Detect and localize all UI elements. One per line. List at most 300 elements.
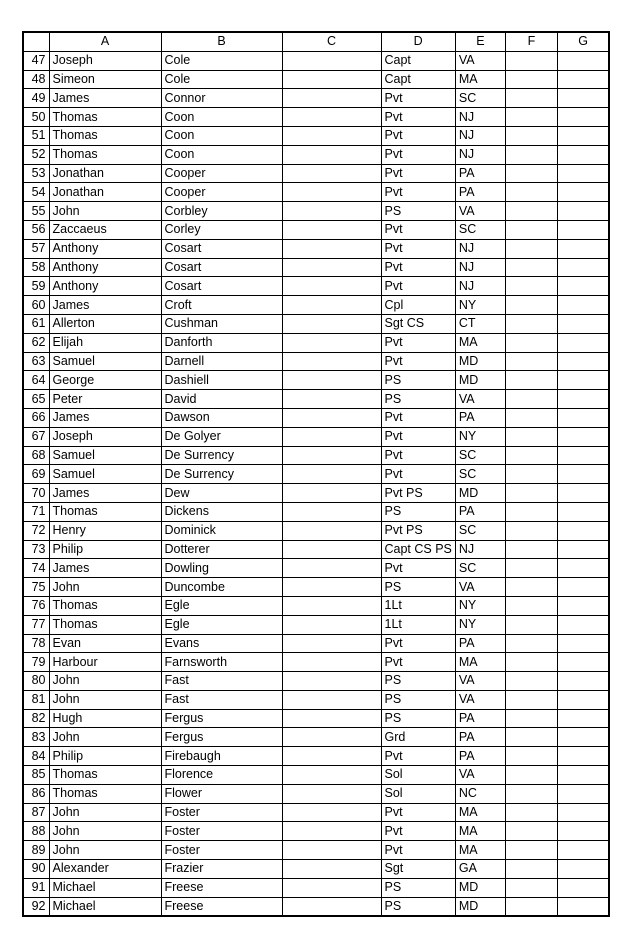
cell-f[interactable]: [505, 841, 557, 860]
cell-last-name[interactable]: Duncombe: [161, 578, 282, 597]
cell-state[interactable]: MD: [455, 897, 505, 916]
cell-f[interactable]: [505, 822, 557, 841]
row-number[interactable]: 77: [23, 615, 49, 634]
cell-rank[interactable]: Sol: [381, 766, 455, 785]
cell-c[interactable]: [282, 89, 381, 108]
cell-last-name[interactable]: Connor: [161, 89, 282, 108]
cell-f[interactable]: [505, 502, 557, 521]
row-number[interactable]: 49: [23, 89, 49, 108]
cell-last-name[interactable]: De Golyer: [161, 427, 282, 446]
row-number[interactable]: 73: [23, 540, 49, 559]
cell-state[interactable]: VA: [455, 51, 505, 70]
cell-rank[interactable]: Pvt: [381, 803, 455, 822]
row-number[interactable]: 88: [23, 822, 49, 841]
cell-f[interactable]: [505, 521, 557, 540]
cell-last-name[interactable]: Cole: [161, 70, 282, 89]
cell-rank[interactable]: Capt: [381, 51, 455, 70]
cell-c[interactable]: [282, 296, 381, 315]
cell-f[interactable]: [505, 220, 557, 239]
cell-first-name[interactable]: Jonathan: [49, 183, 161, 202]
cell-c[interactable]: [282, 465, 381, 484]
cell-c[interactable]: [282, 634, 381, 653]
cell-state[interactable]: MA: [455, 803, 505, 822]
cell-last-name[interactable]: Dashiell: [161, 371, 282, 390]
select-all-corner[interactable]: [23, 32, 49, 51]
row-number[interactable]: 80: [23, 672, 49, 691]
cell-g[interactable]: [557, 672, 609, 691]
cell-c[interactable]: [282, 314, 381, 333]
cell-c[interactable]: [282, 408, 381, 427]
row-number[interactable]: 63: [23, 352, 49, 371]
cell-c[interactable]: [282, 521, 381, 540]
cell-last-name[interactable]: Freese: [161, 897, 282, 916]
cell-first-name[interactable]: Thomas: [49, 145, 161, 164]
cell-last-name[interactable]: Fast: [161, 690, 282, 709]
cell-g[interactable]: [557, 559, 609, 578]
cell-first-name[interactable]: John: [49, 841, 161, 860]
cell-f[interactable]: [505, 728, 557, 747]
row-number[interactable]: 68: [23, 446, 49, 465]
row-number[interactable]: 50: [23, 108, 49, 127]
cell-f[interactable]: [505, 427, 557, 446]
cell-g[interactable]: [557, 878, 609, 897]
cell-first-name[interactable]: Samuel: [49, 446, 161, 465]
cell-rank[interactable]: PS: [381, 878, 455, 897]
cell-rank[interactable]: Pvt: [381, 108, 455, 127]
column-header-f[interactable]: F: [505, 32, 557, 51]
cell-rank[interactable]: Pvt: [381, 634, 455, 653]
cell-last-name[interactable]: Farnsworth: [161, 653, 282, 672]
cell-last-name[interactable]: Cosart: [161, 277, 282, 296]
cell-first-name[interactable]: John: [49, 690, 161, 709]
cell-rank[interactable]: Sol: [381, 784, 455, 803]
cell-first-name[interactable]: Anthony: [49, 239, 161, 258]
cell-f[interactable]: [505, 559, 557, 578]
cell-rank[interactable]: Sgt CS: [381, 314, 455, 333]
cell-rank[interactable]: Pvt: [381, 408, 455, 427]
cell-c[interactable]: [282, 559, 381, 578]
cell-c[interactable]: [282, 202, 381, 221]
cell-g[interactable]: [557, 766, 609, 785]
cell-state[interactable]: CT: [455, 314, 505, 333]
cell-g[interactable]: [557, 427, 609, 446]
cell-rank[interactable]: Pvt: [381, 559, 455, 578]
cell-state[interactable]: PA: [455, 502, 505, 521]
cell-rank[interactable]: PS: [381, 897, 455, 916]
row-number[interactable]: 72: [23, 521, 49, 540]
cell-first-name[interactable]: Thomas: [49, 108, 161, 127]
cell-g[interactable]: [557, 540, 609, 559]
cell-last-name[interactable]: Cushman: [161, 314, 282, 333]
cell-first-name[interactable]: James: [49, 408, 161, 427]
cell-last-name[interactable]: Corbley: [161, 202, 282, 221]
cell-g[interactable]: [557, 296, 609, 315]
cell-g[interactable]: [557, 164, 609, 183]
cell-state[interactable]: MA: [455, 822, 505, 841]
cell-first-name[interactable]: Thomas: [49, 615, 161, 634]
cell-rank[interactable]: Pvt: [381, 89, 455, 108]
cell-rank[interactable]: Pvt: [381, 333, 455, 352]
cell-g[interactable]: [557, 390, 609, 409]
cell-f[interactable]: [505, 333, 557, 352]
cell-c[interactable]: [282, 220, 381, 239]
cell-last-name[interactable]: Darnell: [161, 352, 282, 371]
cell-first-name[interactable]: John: [49, 672, 161, 691]
cell-first-name[interactable]: John: [49, 202, 161, 221]
row-number[interactable]: 79: [23, 653, 49, 672]
cell-rank[interactable]: PS: [381, 690, 455, 709]
cell-g[interactable]: [557, 728, 609, 747]
cell-f[interactable]: [505, 446, 557, 465]
cell-f[interactable]: [505, 672, 557, 691]
cell-rank[interactable]: Pvt: [381, 841, 455, 860]
cell-last-name[interactable]: Florence: [161, 766, 282, 785]
row-number[interactable]: 83: [23, 728, 49, 747]
cell-rank[interactable]: Pvt: [381, 427, 455, 446]
cell-state[interactable]: NY: [455, 596, 505, 615]
cell-state[interactable]: VA: [455, 202, 505, 221]
row-number[interactable]: 55: [23, 202, 49, 221]
cell-last-name[interactable]: Foster: [161, 822, 282, 841]
cell-rank[interactable]: Pvt: [381, 653, 455, 672]
cell-first-name[interactable]: Alexander: [49, 860, 161, 879]
cell-state[interactable]: MD: [455, 352, 505, 371]
cell-rank[interactable]: 1Lt: [381, 596, 455, 615]
cell-last-name[interactable]: Dotterer: [161, 540, 282, 559]
cell-c[interactable]: [282, 540, 381, 559]
cell-first-name[interactable]: Anthony: [49, 258, 161, 277]
row-number[interactable]: 81: [23, 690, 49, 709]
cell-last-name[interactable]: Foster: [161, 841, 282, 860]
row-number[interactable]: 84: [23, 747, 49, 766]
cell-f[interactable]: [505, 352, 557, 371]
cell-first-name[interactable]: Allerton: [49, 314, 161, 333]
row-number[interactable]: 60: [23, 296, 49, 315]
column-header-e[interactable]: E: [455, 32, 505, 51]
cell-last-name[interactable]: Evans: [161, 634, 282, 653]
cell-g[interactable]: [557, 747, 609, 766]
cell-first-name[interactable]: James: [49, 484, 161, 503]
cell-f[interactable]: [505, 615, 557, 634]
cell-rank[interactable]: Pvt: [381, 239, 455, 258]
cell-f[interactable]: [505, 239, 557, 258]
cell-rank[interactable]: Capt CS PS: [381, 540, 455, 559]
cell-state[interactable]: PA: [455, 634, 505, 653]
cell-rank[interactable]: Pvt: [381, 220, 455, 239]
row-number[interactable]: 56: [23, 220, 49, 239]
cell-state[interactable]: PA: [455, 728, 505, 747]
cell-last-name[interactable]: Firebaugh: [161, 747, 282, 766]
cell-g[interactable]: [557, 803, 609, 822]
cell-rank[interactable]: Pvt: [381, 277, 455, 296]
cell-rank[interactable]: 1Lt: [381, 615, 455, 634]
cell-f[interactable]: [505, 258, 557, 277]
cell-first-name[interactable]: John: [49, 822, 161, 841]
cell-rank[interactable]: Pvt: [381, 145, 455, 164]
cell-f[interactable]: [505, 277, 557, 296]
cell-state[interactable]: GA: [455, 860, 505, 879]
row-number[interactable]: 86: [23, 784, 49, 803]
cell-f[interactable]: [505, 784, 557, 803]
cell-f[interactable]: [505, 766, 557, 785]
cell-rank[interactable]: Pvt PS: [381, 521, 455, 540]
column-header-a[interactable]: A: [49, 32, 161, 51]
cell-g[interactable]: [557, 897, 609, 916]
cell-state[interactable]: NJ: [455, 277, 505, 296]
cell-g[interactable]: [557, 446, 609, 465]
row-number[interactable]: 51: [23, 126, 49, 145]
cell-g[interactable]: [557, 578, 609, 597]
cell-f[interactable]: [505, 183, 557, 202]
cell-g[interactable]: [557, 258, 609, 277]
cell-g[interactable]: [557, 89, 609, 108]
row-number[interactable]: 71: [23, 502, 49, 521]
cell-c[interactable]: [282, 502, 381, 521]
cell-first-name[interactable]: Michael: [49, 878, 161, 897]
cell-state[interactable]: SC: [455, 559, 505, 578]
cell-c[interactable]: [282, 484, 381, 503]
cell-c[interactable]: [282, 51, 381, 70]
cell-f[interactable]: [505, 371, 557, 390]
cell-f[interactable]: [505, 108, 557, 127]
cell-first-name[interactable]: George: [49, 371, 161, 390]
row-number[interactable]: 57: [23, 239, 49, 258]
cell-g[interactable]: [557, 314, 609, 333]
cell-g[interactable]: [557, 408, 609, 427]
cell-state[interactable]: MA: [455, 70, 505, 89]
cell-rank[interactable]: Pvt PS: [381, 484, 455, 503]
row-number[interactable]: 54: [23, 183, 49, 202]
cell-f[interactable]: [505, 70, 557, 89]
cell-f[interactable]: [505, 314, 557, 333]
cell-c[interactable]: [282, 371, 381, 390]
cell-state[interactable]: NJ: [455, 239, 505, 258]
cell-c[interactable]: [282, 70, 381, 89]
cell-last-name[interactable]: Dowling: [161, 559, 282, 578]
cell-last-name[interactable]: Danforth: [161, 333, 282, 352]
row-number[interactable]: 89: [23, 841, 49, 860]
row-number[interactable]: 92: [23, 897, 49, 916]
row-number[interactable]: 70: [23, 484, 49, 503]
cell-g[interactable]: [557, 277, 609, 296]
cell-g[interactable]: [557, 484, 609, 503]
cell-f[interactable]: [505, 390, 557, 409]
cell-state[interactable]: MD: [455, 484, 505, 503]
cell-c[interactable]: [282, 860, 381, 879]
cell-g[interactable]: [557, 333, 609, 352]
cell-state[interactable]: PA: [455, 747, 505, 766]
cell-g[interactable]: [557, 352, 609, 371]
column-header-c[interactable]: C: [282, 32, 381, 51]
cell-state[interactable]: SC: [455, 446, 505, 465]
cell-f[interactable]: [505, 484, 557, 503]
cell-c[interactable]: [282, 653, 381, 672]
cell-f[interactable]: [505, 596, 557, 615]
cell-state[interactable]: MD: [455, 878, 505, 897]
cell-rank[interactable]: Pvt: [381, 822, 455, 841]
cell-c[interactable]: [282, 145, 381, 164]
cell-state[interactable]: NJ: [455, 258, 505, 277]
cell-c[interactable]: [282, 333, 381, 352]
row-number[interactable]: 65: [23, 390, 49, 409]
cell-c[interactable]: [282, 728, 381, 747]
cell-state[interactable]: SC: [455, 521, 505, 540]
cell-c[interactable]: [282, 277, 381, 296]
cell-rank[interactable]: Pvt: [381, 183, 455, 202]
cell-c[interactable]: [282, 239, 381, 258]
cell-state[interactable]: MD: [455, 371, 505, 390]
cell-c[interactable]: [282, 258, 381, 277]
cell-last-name[interactable]: De Surrency: [161, 465, 282, 484]
cell-first-name[interactable]: Peter: [49, 390, 161, 409]
row-number[interactable]: 58: [23, 258, 49, 277]
cell-f[interactable]: [505, 803, 557, 822]
cell-first-name[interactable]: Elijah: [49, 333, 161, 352]
row-number[interactable]: 91: [23, 878, 49, 897]
cell-rank[interactable]: Pvt: [381, 258, 455, 277]
cell-g[interactable]: [557, 108, 609, 127]
row-number[interactable]: 66: [23, 408, 49, 427]
cell-c[interactable]: [282, 164, 381, 183]
cell-first-name[interactable]: Thomas: [49, 126, 161, 145]
cell-state[interactable]: SC: [455, 465, 505, 484]
cell-rank[interactable]: Pvt: [381, 352, 455, 371]
row-number[interactable]: 62: [23, 333, 49, 352]
row-number[interactable]: 52: [23, 145, 49, 164]
cell-g[interactable]: [557, 465, 609, 484]
cell-g[interactable]: [557, 784, 609, 803]
cell-c[interactable]: [282, 766, 381, 785]
cell-rank[interactable]: Capt: [381, 70, 455, 89]
cell-last-name[interactable]: Cooper: [161, 164, 282, 183]
cell-f[interactable]: [505, 202, 557, 221]
cell-state[interactable]: NY: [455, 427, 505, 446]
row-number[interactable]: 48: [23, 70, 49, 89]
cell-first-name[interactable]: Joseph: [49, 427, 161, 446]
cell-state[interactable]: NY: [455, 296, 505, 315]
cell-first-name[interactable]: Samuel: [49, 465, 161, 484]
cell-c[interactable]: [282, 897, 381, 916]
cell-g[interactable]: [557, 634, 609, 653]
cell-state[interactable]: MA: [455, 333, 505, 352]
cell-c[interactable]: [282, 615, 381, 634]
cell-rank[interactable]: PS: [381, 502, 455, 521]
cell-first-name[interactable]: Zaccaeus: [49, 220, 161, 239]
cell-c[interactable]: [282, 841, 381, 860]
cell-f[interactable]: [505, 709, 557, 728]
cell-c[interactable]: [282, 709, 381, 728]
cell-state[interactable]: SC: [455, 89, 505, 108]
row-number[interactable]: 82: [23, 709, 49, 728]
cell-f[interactable]: [505, 51, 557, 70]
cell-c[interactable]: [282, 183, 381, 202]
cell-last-name[interactable]: Croft: [161, 296, 282, 315]
cell-first-name[interactable]: Harbour: [49, 653, 161, 672]
cell-last-name[interactable]: Coon: [161, 126, 282, 145]
cell-g[interactable]: [557, 615, 609, 634]
cell-rank[interactable]: PS: [381, 390, 455, 409]
cell-g[interactable]: [557, 860, 609, 879]
cell-state[interactable]: VA: [455, 766, 505, 785]
cell-first-name[interactable]: Hugh: [49, 709, 161, 728]
cell-last-name[interactable]: Frazier: [161, 860, 282, 879]
cell-state[interactable]: NC: [455, 784, 505, 803]
column-header-d[interactable]: D: [381, 32, 455, 51]
cell-last-name[interactable]: Dew: [161, 484, 282, 503]
cell-last-name[interactable]: Corley: [161, 220, 282, 239]
cell-first-name[interactable]: John: [49, 803, 161, 822]
cell-g[interactable]: [557, 690, 609, 709]
cell-c[interactable]: [282, 390, 381, 409]
cell-last-name[interactable]: Freese: [161, 878, 282, 897]
row-number[interactable]: 76: [23, 596, 49, 615]
cell-rank[interactable]: PS: [381, 202, 455, 221]
cell-rank[interactable]: PS: [381, 709, 455, 728]
row-number[interactable]: 47: [23, 51, 49, 70]
cell-f[interactable]: [505, 465, 557, 484]
cell-f[interactable]: [505, 634, 557, 653]
cell-last-name[interactable]: Coon: [161, 108, 282, 127]
cell-state[interactable]: PA: [455, 408, 505, 427]
cell-rank[interactable]: Sgt: [381, 860, 455, 879]
cell-last-name[interactable]: Dominick: [161, 521, 282, 540]
cell-rank[interactable]: PS: [381, 578, 455, 597]
column-header-b[interactable]: B: [161, 32, 282, 51]
cell-g[interactable]: [557, 239, 609, 258]
cell-f[interactable]: [505, 578, 557, 597]
cell-f[interactable]: [505, 89, 557, 108]
cell-g[interactable]: [557, 371, 609, 390]
cell-g[interactable]: [557, 822, 609, 841]
cell-g[interactable]: [557, 502, 609, 521]
cell-last-name[interactable]: Fergus: [161, 728, 282, 747]
cell-first-name[interactable]: James: [49, 89, 161, 108]
cell-state[interactable]: MA: [455, 653, 505, 672]
cell-c[interactable]: [282, 672, 381, 691]
cell-c[interactable]: [282, 126, 381, 145]
cell-first-name[interactable]: Thomas: [49, 502, 161, 521]
cell-first-name[interactable]: Philip: [49, 540, 161, 559]
row-number[interactable]: 61: [23, 314, 49, 333]
cell-f[interactable]: [505, 747, 557, 766]
cell-first-name[interactable]: Michael: [49, 897, 161, 916]
cell-state[interactable]: NJ: [455, 108, 505, 127]
cell-c[interactable]: [282, 578, 381, 597]
cell-first-name[interactable]: Thomas: [49, 596, 161, 615]
cell-f[interactable]: [505, 145, 557, 164]
cell-last-name[interactable]: Fast: [161, 672, 282, 691]
cell-c[interactable]: [282, 352, 381, 371]
cell-state[interactable]: PA: [455, 164, 505, 183]
cell-first-name[interactable]: Evan: [49, 634, 161, 653]
cell-first-name[interactable]: John: [49, 578, 161, 597]
row-number[interactable]: 69: [23, 465, 49, 484]
cell-first-name[interactable]: Anthony: [49, 277, 161, 296]
cell-f[interactable]: [505, 408, 557, 427]
cell-rank[interactable]: Cpl: [381, 296, 455, 315]
cell-f[interactable]: [505, 296, 557, 315]
row-number[interactable]: 90: [23, 860, 49, 879]
cell-last-name[interactable]: Cosart: [161, 258, 282, 277]
cell-g[interactable]: [557, 521, 609, 540]
cell-c[interactable]: [282, 878, 381, 897]
cell-first-name[interactable]: James: [49, 296, 161, 315]
cell-f[interactable]: [505, 540, 557, 559]
cell-state[interactable]: SC: [455, 220, 505, 239]
cell-g[interactable]: [557, 183, 609, 202]
cell-c[interactable]: [282, 747, 381, 766]
cell-state[interactable]: PA: [455, 709, 505, 728]
